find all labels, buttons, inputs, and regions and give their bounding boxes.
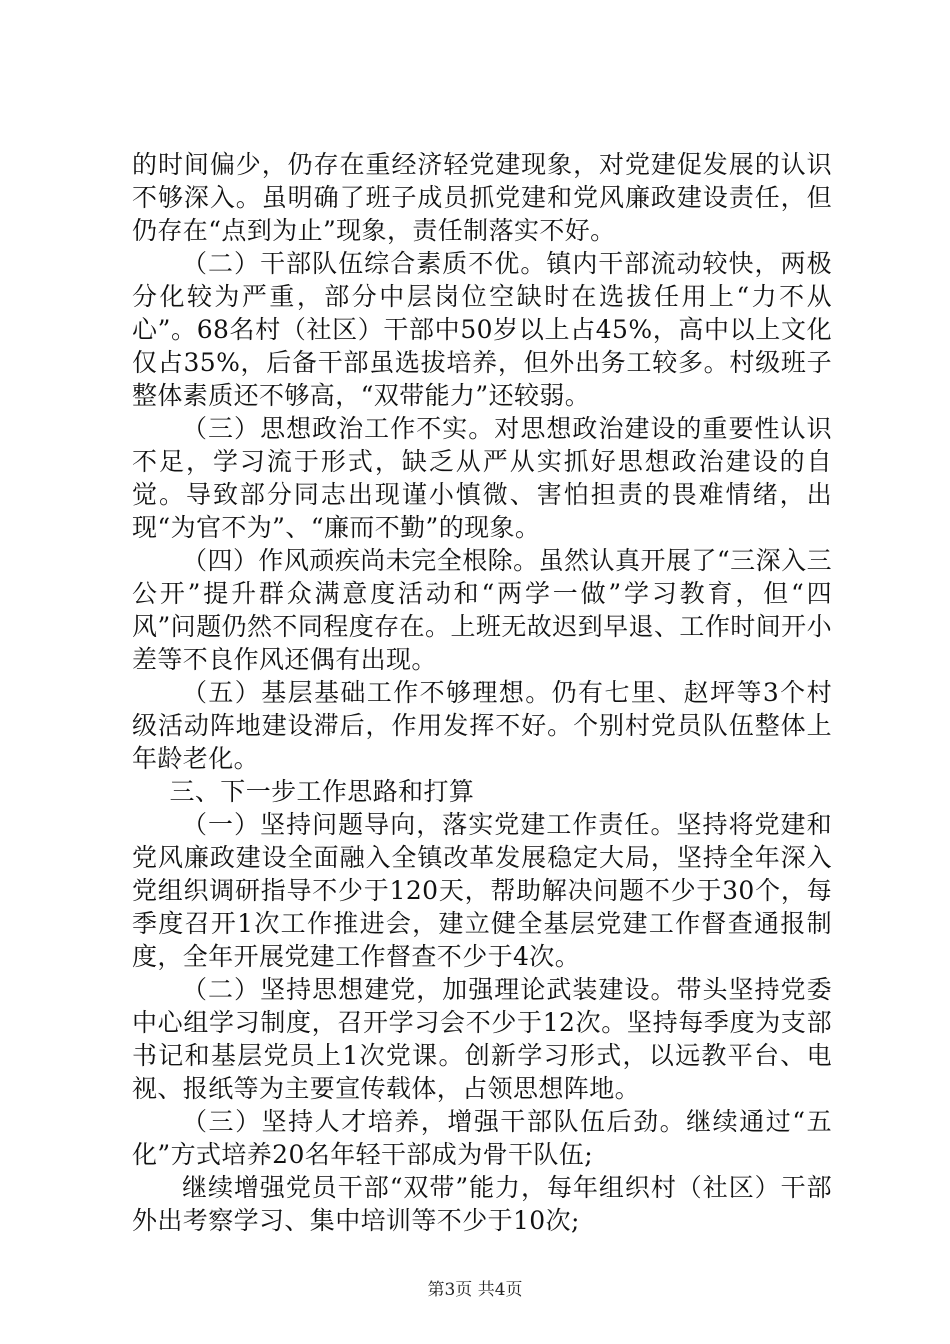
paragraph-plan-1: （一）坚持问题导向，落实党建工作责任。坚持将党建和党风廉政建设全面融入全镇改革发展稳定大局，坚持全年深入党组织调研指导不少于120天，帮助解决问题不少于30个，每季度召开1次工作推进会，建立健全基层党建工作督查通报制度，全年开展党建工作督查不少于4次。 <box>132 810 832 971</box>
section-heading: 三、下一步工作思路和打算 <box>169 777 475 806</box>
page-footer: 第3页 共4页 <box>427 1280 523 1300</box>
paragraph-plan-4: 继续增强党员干部“双带”能力，每年组织村（社区）干部外出考察学习、集中培训等不少于10次; <box>132 1173 832 1235</box>
paragraph-political-work: （三）思想政治工作不实。对思想政治建设的重要性认识不足，学习流于形式，缺乏从严从实抓好思想政治建设的自觉。导致部分同志出现谨小慎微、害怕担责的畏难情绪，出现“为官不为”、“廉而不勤”的现象。 <box>132 414 832 542</box>
paragraph-grassroots: （五）基层基础工作不够理想。仍有七里、赵坪等3个村级活动阵地建设滞后，作用发挥不好。个别村党员队伍整体上年龄老化。 <box>132 678 832 773</box>
paragraph-continuation: 的时间偏少，仍存在重经济轻党建现象，对党建促发展的认识不够深入。虽明确了班子成员抓党建和党风廉政建设责任，但仍存在“点到为止”现象，责任制落实不好。 <box>132 150 832 245</box>
paragraph-plan-2: （二）坚持思想建党，加强理论武装建设。带头坚持党委中心组学习制度，召开学习会不少于12次。坚持每季度为支部书记和基层党员上1次党课。创新学习形式，以远教平台、电视、报纸等为主要宣传载体，占领思想阵地。 <box>132 975 832 1103</box>
paragraph-plan-3: （三）坚持人才培养，增强干部队伍后劲。继续通过“五化”方式培养20名年轻干部成为骨干队伍; <box>132 1107 832 1169</box>
paragraph-work-style: （四）作风顽疾尚未完全根除。虽然认真开展了“三深入三公开”提升群众满意度活动和“两学一做”学习教育，但“四风”问题仍然不同程度存在。上班无故迟到早退、工作时间开小差等不良作风还偶有出现。 <box>132 546 832 674</box>
document-body <box>132 148 832 1237</box>
paragraph-cadre-quality: （二）干部队伍综合素质不优。镇内干部流动较快，两极分化较为严重，部分中层岗位空缺时在选拔任用上“力不从心”。68名村（社区）干部中50岁以上占45%，高中以上文化仅占35%，后备干部虽选拔培养，但外出务工较多。村级班子整体素质还不够高，“双带能力”还较弱。 <box>132 249 832 410</box>
